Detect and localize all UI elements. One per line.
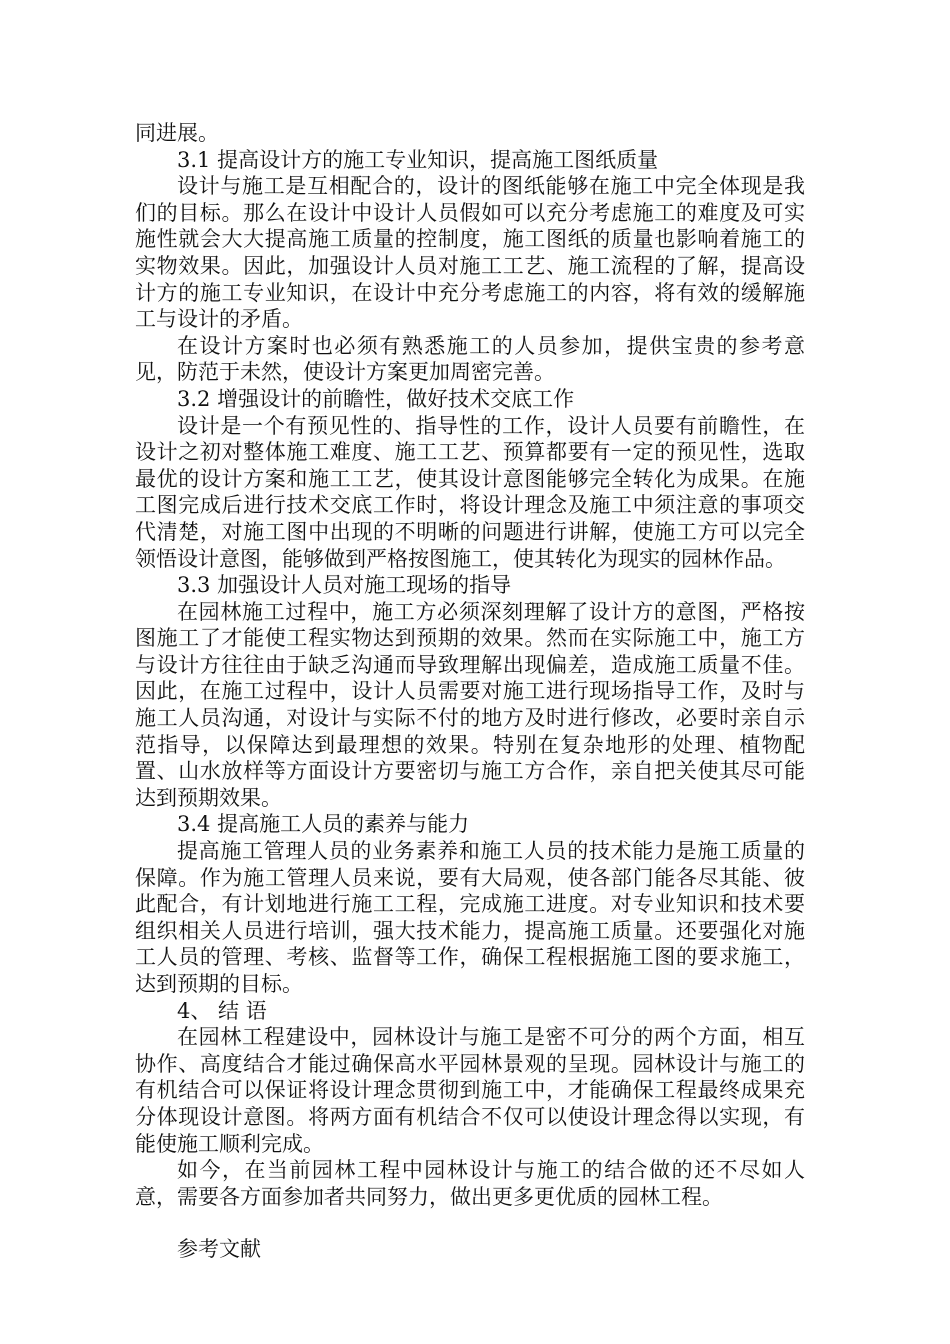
document-page (135, 120, 805, 1263)
continuation-paragraph: 同进展。 (135, 121, 219, 145)
paragraph: 设计与施工是互相配合的，设计的图纸能够在施工中完全体现是我们的目标。那么在设计中设计人员假如可以充分考虑施工的难度及可实施性就会大大提高施工质量的控制度，施工图纸的质量也影响着施工的实物效果。因此，加强设计人员对施工工艺、施工流程的了解，提高设计方的施工专业知识，在设计中充分考虑施工的内容，将有效的缓解施工与设计的矛盾。 (135, 174, 805, 332)
section-heading-3-1: 3.1 提高设计方的施工专业知识，提高施工图纸质量 (177, 147, 659, 172)
paragraph: 在设计方案时也必须有熟悉施工的人员参加，提供宝贵的参考意见，防范于未然，使设计方案更加周密完善。 (135, 333, 805, 385)
paragraph: 设计是一个有预见性的、指导性的工作，设计人员要有前瞻性，在设计之初对整体施工难度、施工工艺、预算都要有一定的预见性，选取最优的设计方案和施工工艺，使其设计意图能够完全转化为成果。在施工图完成后进行技术交底工作时，将设计理念及施工中须注意的事项交代清楚，对施工图中出现的不明晰的问题进行讲解，使施工方可以完全领悟设计意图，能够做到严格按图施工，使其转化为现实的园林作品。 (135, 413, 805, 571)
section-heading-3-3: 3.3 加强设计人员对施工现场的指导 (177, 573, 512, 598)
spacer (135, 1210, 805, 1236)
references-heading: 参考文献 (177, 1237, 261, 1262)
section-heading-conclusion: 4、 结 语 (177, 998, 267, 1023)
paragraph: 如今，在当前园林工程中园林设计与施工的结合做的还不尽如人意，需要各方面参加者共同努力，做出更多更优质的园林工程。 (135, 1158, 805, 1209)
section-heading-3-2: 3.2 增强设计的前瞻性，做好技术交底工作 (177, 386, 575, 411)
paragraph: 在园林施工过程中，施工方必须深刻理解了设计方的意图，严格按图施工了才能使工程实物达到预期的效果。然而在实际施工中，施工方与设计方往往由于缺乏沟通而导致理解出现偏差，造成施工质量不佳。因此，在施工过程中，设计人员需要对施工进行现场指导工作，及时与施工人员沟通，对设计与实际不付的地方及时进行修改，必要时亲自示范指导，以保障达到最理想的效果。特别在复杂地形的处理、植物配置、山水放样等方面设计方要密切与施工方合作，亲自把关使其尽可能达到预期效果。 (135, 599, 805, 810)
paragraph: 在园林工程建设中，园林设计与施工是密不可分的两个方面，相互协作、高度结合才能过确保高水平园林景观的呈现。园林设计与施工的有机结合可以保证将设计理念贯彻到施工中，才能确保工程最终成果充分体现设计意图。将两方面有机结合不仅可以使设计理念得以实现，有能使施工顺利完成。 (135, 1025, 805, 1156)
section-heading-3-4: 3.4 提高施工人员的素养与能力 (177, 812, 470, 837)
paragraph: 提高施工管理人员的业务素养和施工人员的技术能力是施工质量的保障。作为施工管理人员来说，要有大局观，使各部门能各尽其能、彼此配合，有计划地进行施工工程，完成施工进度。对专业知识和技术要组织相关人员进行培训，强大技术能力，提高施工质量。还要强化对施工人员的管理、考核、监督等工作，确保工程根据施工图的要求施工，达到预期的目标。 (135, 839, 805, 996)
